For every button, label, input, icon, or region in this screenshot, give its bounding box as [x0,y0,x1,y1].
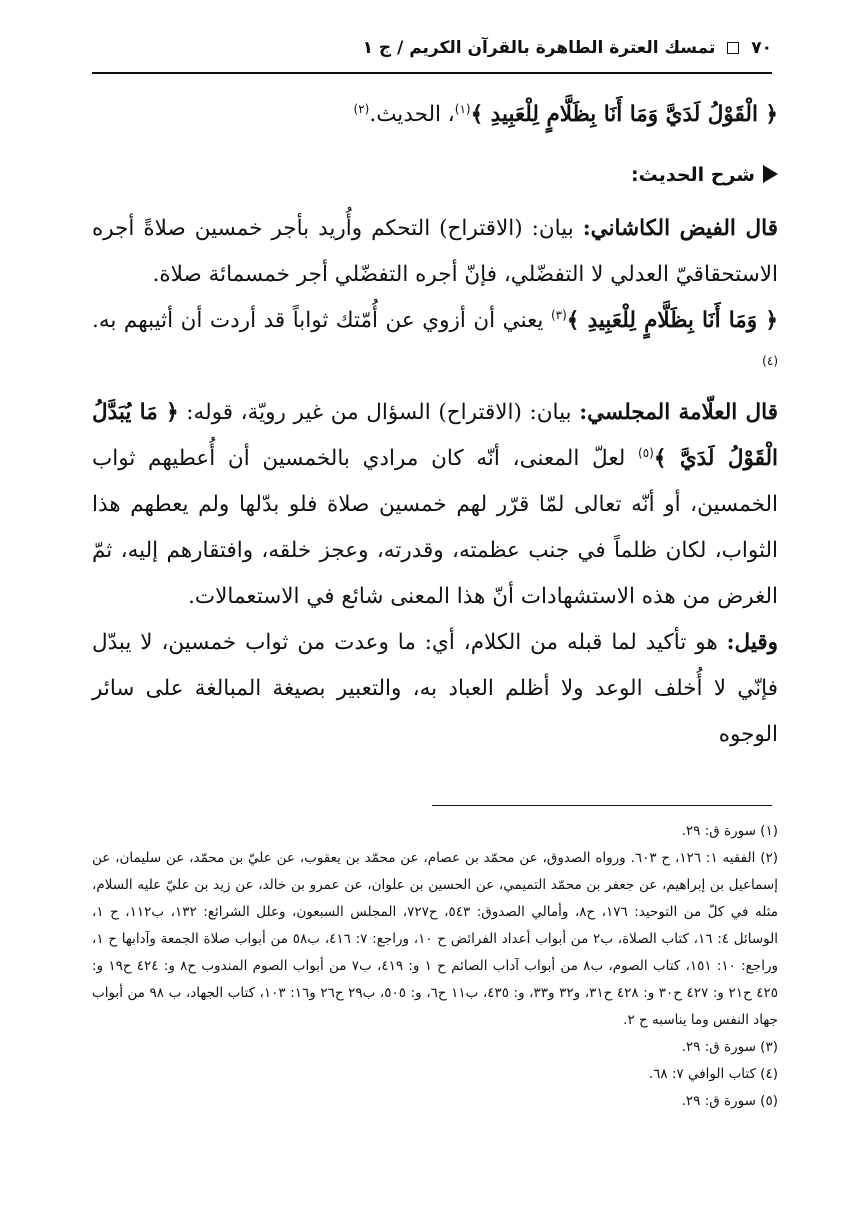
paragraph-verse [92,298,778,390]
paragraph-text: هو تأكيد لما قبله من الكلام، أي: ما وعدت من ثواب خمسين، لا يبدّل فإنّي لا أُخلف الوعد ولا أظلم العباد به، والتعبير بصيغة المبالغة على سائر الوجوه [92,630,778,747]
paragraph-text: بيان: (الاقتراح) التحكم وأُريد بأجر خمسين صلاةً أجره الاستحقاقيّ العدلي لا التفضّلي، فإنّ أجره التفضّلي أجر خمسمائة صلاة. [92,216,778,287]
footnotes [92,818,778,1115]
paragraph-text: لعلّ المعنى، أنّه كان مرادي بالخمسين أن أُعطيهم ثواب الخمسين، أو أنّه تعالى لمّا قرّر لهم خمسين صلاة فلو بدّلها ولم يعطهم هذا الثواب، لكان ظلماً في جنب عظمته، وقدرته، وعجز خلقه، وافتقارهم إليه، ثمّ الغرض من هذه الاستشهادات أنّ هذا المعنى شائع في الاستعمالات. [92,446,778,609]
header-rule [92,72,772,74]
paragraph-qil [92,620,778,758]
paragraph-text: يعني أن أزوي عن أُمّتك ثواباً قد أردت أن أثيبهم به. [92,308,551,333]
section-heading [92,152,778,198]
footnote: (١) سورة ق: ٢٩. [681,823,778,839]
quran-quote: ﴿ مَا يُبَدَّلُ الْقَوْلُ لَدَيَّ ﴾ [92,400,778,471]
speaker-name: قال العلّامة المجلسي: [579,400,779,425]
text-fragment: ، الحديث. [369,102,455,127]
paragraph-kashani [92,206,778,298]
speaker-name: وقيل: [726,630,778,655]
footnote: (٥) سورة ق: ٢٩. [681,1093,778,1109]
running-header [92,38,772,68]
footnote-ref: (٥) [638,445,654,460]
square-separator-icon [727,42,739,54]
footnote: (٤) كتاب الوافي ٧: ٦٨. [648,1066,778,1082]
quran-quote: ﴿ الْقَوْلُ لَدَيَّ وَمَا أَنَا بِظَلَّامٍ لِلْعَبِيدِ ﴾ [470,102,778,127]
triangle-bullet-icon [763,165,778,183]
section-title: شرح الحديث: [631,164,755,186]
speaker-name: قال الفيض الكاشاني: [582,216,778,241]
footnote: (٢) الفقيه ١: ١٢٦، ح ٦٠٣. ورواه الصدوق، عن محمّد بن عصام، عن محمّد بن يعقوب، عن عليّ بن محمّد، عن سليمان، عن إسماعيل بن إبراهيم، عن جعفر بن محمّد التميمي، عن الحسين بن علوان، عن عمرو بن خالد، عن زيد بن عليّ عليه السلام، مثله في كلّ من التوحيد: ١٧٦، ح٨، وأمالي الصدوق: ٥٤٣، ح٧٢٧، المجلس السبعون، وعلل الشرائع: ١٣٢، ب١١٢، ح ١، الوسائل ٤: ١٦، كتاب الصلاة، ب٢ من أبواب أعداد الفرائض ح ١٠، وراجع: ٧: ٤١٦، ب٥٨ من أبواب صلاة الجمعة وآدابها ح ١، وراجع: ١٠: ١٥١، كتاب الصوم، ب٨ من أبواب آداب الصائم ح ١ و: ٤١٩، ب٧ من أبواب الصوم المندوب ح٨ و: ٤٢٤ ح١٩ و: ٤٢٥ ح٢١ و: ٤٢٧ ح٣٠ و: ٤٢٨ ح٣١، و٣٢ و٣٣، و: ٤٣٥، ب١١ ح٦، و: ٥٠٥، ب٢٩ ح٢٦ و١٦: ١٠٣، كتاب الجهاد، ب ٩٨ من أبواب جهاد النفس وما يناسبه ح ٢. [92,850,779,1028]
footnote-ref: (٤) [762,353,778,368]
page-number: ٧٠ [751,38,772,58]
footnote: (٣) سورة ق: ٢٩. [681,1039,778,1055]
book-title: تمسك العترة الطاهرة بالقرآن الكريم / ج ١ [362,38,716,58]
footnote-ref: (٣) [550,307,567,322]
paragraph-majlisi [92,390,778,620]
footnote-rule [432,805,772,806]
main-text [92,92,778,758]
quran-quote: ﴿ وَمَا أَنَا بِظَلَّامٍ لِلْعَبِيدِ ﴾ [566,308,778,333]
paragraph-text: بيان: (الاقتراح) السؤال من غير رويّة، قوله: [178,400,580,425]
footnote-ref: (١) [454,101,471,116]
verse-line [92,92,778,138]
footnote-ref: (٢) [353,101,370,116]
